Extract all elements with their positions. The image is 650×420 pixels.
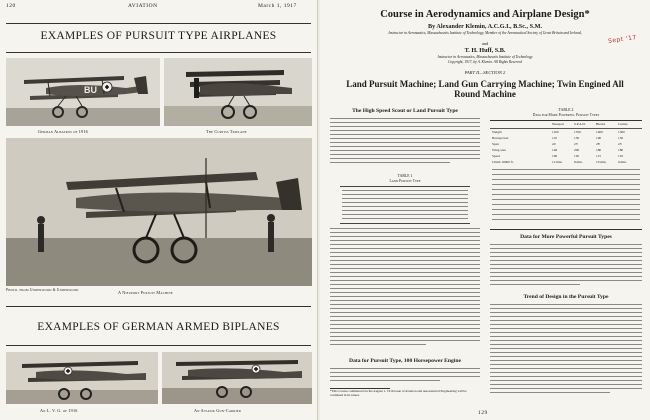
section-power-text — [490, 244, 642, 288]
table2-subtitle: Data for More Powerful Pursuit Types — [532, 113, 600, 117]
table2-cell: 24' — [552, 142, 557, 146]
section-data-heading: Data for Pursuit Type, 100 Horsepower Engine — [349, 358, 461, 364]
table2-header-cell: S.P.A.D. — [574, 122, 586, 126]
author2: T. H. Huff, S.B. — [464, 47, 506, 54]
table2-cell: 146 — [552, 148, 558, 152]
nieuport-photo — [6, 138, 312, 286]
table2-cell: 150 — [574, 136, 580, 140]
nieuport-illustration — [6, 138, 312, 286]
triplane-photo — [164, 58, 312, 126]
table2-cell: Horsepower — [492, 136, 509, 140]
left-page-number: 120 — [6, 3, 16, 9]
caption-albatros: German Albatros of 1916 — [38, 129, 88, 134]
caption-nieuport: A Nieuport Pursuit Machine — [118, 290, 173, 295]
article-title: Course in Aerodynamics and Airplane Design* — [380, 9, 590, 20]
author2-role: Instructor in Aeronautics, Massachusetts Institute of Technology — [437, 55, 533, 59]
caption-aviatik: An Aviatik Gun-Carrier — [194, 408, 242, 413]
table-row — [490, 136, 642, 140]
table2-cell: 100 — [596, 136, 602, 140]
table2-cell: Span — [492, 142, 499, 146]
table-row — [490, 142, 642, 146]
banner-german: EXAMPLES OF GERMAN ARMED BIPLANES — [37, 321, 280, 333]
table-row — [490, 148, 642, 152]
left-date: March 1, 1917 — [258, 3, 297, 9]
albatros-illustration — [6, 58, 160, 126]
and-text: and — [481, 41, 489, 46]
table2-header-cell: Nieuport — [552, 122, 565, 126]
table2-cell: 110 — [552, 136, 557, 140]
table2-cell: 9 min. — [618, 160, 627, 164]
caption-triplane: The Curtiss Triplane — [206, 129, 247, 134]
table2-cell: 28' — [596, 142, 601, 146]
table2-cell: 106 — [552, 154, 558, 158]
headline: Land Pursuit Machine; Land Gun Carrying Machine; Twin Engined All Round Machine — [346, 79, 624, 99]
right-page — [320, 0, 650, 420]
author1-role: Instructor in Aeronautics, Massachusetts Institute of Technology, Member of the Aeronautical Society of Great Britain and Ireland, — [388, 31, 582, 35]
table2-more-rows — [492, 169, 640, 225]
table2-cell: 10 min. — [596, 160, 607, 164]
caption-lvg: An L. V. G. of 1916 — [40, 408, 78, 413]
table2-cell: 12 min. — [552, 160, 563, 164]
table2-header-cell: Curtiss — [618, 122, 628, 126]
banner2-bottom-rule — [6, 345, 311, 346]
table1-subtitle: Land Pursuit Type — [389, 179, 421, 183]
section-power-heading: Data for More Powerful Pursuit Types — [520, 234, 612, 240]
table1-title: TABLE 1 — [397, 174, 413, 178]
footnote: *This Course commenced in the August 1, 1916 issue of Aviation and Aeronautical Engineering will be continued in its issues. — [330, 389, 467, 397]
table2-cell: 200 — [574, 148, 580, 152]
left-page — [0, 0, 318, 420]
table2 — [490, 120, 642, 230]
banner1-bottom-rule — [6, 52, 311, 53]
margin-note: Sept '17 — [607, 34, 638, 45]
table-row — [490, 154, 642, 158]
author1: By Alexander Klemin, A.C.G.I., B.Sc., S.M. — [427, 23, 543, 30]
table2-header-row — [490, 122, 642, 129]
aviatik-illustration — [162, 352, 312, 404]
table2-cell: 1550 — [574, 130, 581, 134]
table2-cell: Speed — [492, 154, 501, 158]
banner-pursuit: EXAMPLES OF PURSUIT TYPE AIRPLANES — [40, 30, 277, 42]
table2-cell: 25' — [574, 142, 579, 146]
right-column — [490, 108, 642, 403]
table2-cell: 25' — [618, 142, 623, 146]
part-label: PART II—SECTION 2 — [464, 70, 506, 75]
banner2-top-rule — [6, 306, 311, 307]
table2-cell: 125 — [618, 154, 624, 158]
lvg-illustration — [6, 352, 158, 404]
table2-cell: Wing area — [492, 148, 506, 152]
section-trend-heading: Trend of Design in the Pursuit Type — [523, 294, 609, 300]
section1-heading: The High Speed Scout or Land Pursuit Type — [352, 108, 458, 114]
table2-cell: 8 min. — [574, 160, 583, 164]
table2-cell: 150 — [618, 136, 624, 140]
left-magazine-name: AVIATION — [128, 3, 158, 9]
table2-cell: 115 — [596, 154, 601, 158]
triplane-illustration — [164, 58, 312, 126]
table-row — [490, 160, 642, 164]
section-data-text — [330, 368, 480, 386]
albatros-photo — [6, 58, 160, 126]
table2-cell: 1300 — [618, 130, 625, 134]
table2-header-cell: Bleriot — [596, 122, 606, 126]
table2-cell: Weight — [492, 130, 502, 134]
albatros-marking: BU — [84, 85, 97, 95]
table2-cell: 1400 — [596, 130, 603, 134]
table2-cell: 180 — [618, 148, 624, 152]
banner1-top-rule — [6, 23, 311, 24]
section-trend-text — [490, 304, 642, 400]
lvg-photo — [6, 352, 158, 404]
table2-title: TABLE 2 — [558, 108, 574, 112]
table1-body — [340, 186, 470, 224]
left-column — [330, 108, 480, 398]
section1-text-block — [330, 118, 480, 170]
table2-cell: 180 — [596, 148, 602, 152]
table2-cell: Climb 10000 ft. — [492, 160, 514, 164]
right-page-number: 129 — [478, 410, 488, 416]
table-row — [490, 130, 642, 134]
table2-cell: 1100 — [552, 130, 559, 134]
caption-photo-credit: Photo. from Underwood & Underwood — [6, 288, 79, 292]
table2-cell: 120 — [574, 154, 580, 158]
section1-continued-text — [330, 228, 480, 352]
copyright: Copyright, 1917, by A. Klemin. All Rights Reserved — [447, 60, 523, 64]
aviatik-photo — [162, 352, 312, 404]
